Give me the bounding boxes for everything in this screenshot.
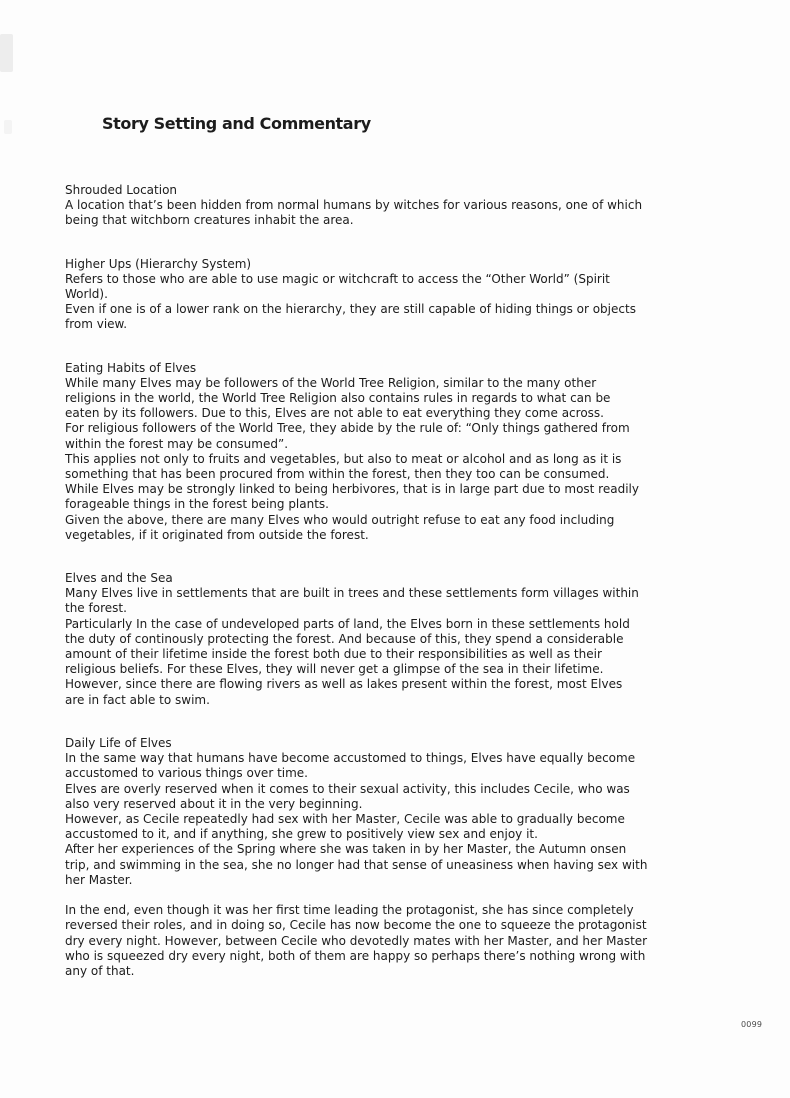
text-line: World). xyxy=(65,287,108,302)
text-line: her Master. xyxy=(65,872,133,887)
text-line: Given the above, there are many Elves who would outright refuse to eat any food including xyxy=(65,512,615,527)
section-shrouded-location xyxy=(65,183,745,229)
text-line: within the forest may be consumed”. xyxy=(65,436,289,451)
text-line: Refers to those who are able to use magic or witchcraft to access the “Other World” (Spirit xyxy=(65,271,610,286)
text-line: However, since there are flowing rivers as well as lakes present within the forest, most Elves xyxy=(65,677,623,692)
text-line: from view. xyxy=(65,317,128,332)
text-line: In the end, even though it was her first time leading the protagonist, she has since completely xyxy=(65,903,634,918)
text-line: the duty of continously protecting the forest. And because of this, they spend a considerable xyxy=(65,631,624,646)
section-heading: Elves and the Sea xyxy=(65,571,173,586)
text-line: who is squeezed dry every night, both of them are happy so perhaps there’s nothing wrong with xyxy=(65,948,646,963)
text-line: After her experiences of the Spring where she was taken in by her Master, the Autumn onsen xyxy=(65,842,627,857)
text-line: For religious followers of the World Tree, they abide by the rule of: “Only things gathered from xyxy=(65,421,630,436)
text-line: accustomed to it, and if anything, she grew to positively view sex and enjoy it. xyxy=(65,827,538,842)
text-line: the forest. xyxy=(65,601,127,616)
text-line: religions in the world, the World Tree Religion also contains rules in regards to what can be xyxy=(65,391,611,406)
text-line: reversed their roles, and in doing so, Cecile has now become the one to squeeze the protagonist xyxy=(65,918,647,933)
page-title: Story Setting and Commentary xyxy=(102,113,371,133)
section-elves-and-the-sea xyxy=(65,571,745,708)
text-line: This applies not only to fruits and vegetables, but also to meat or alcohol and as long as it is xyxy=(65,451,622,466)
section-eating-habits-of-elves xyxy=(65,361,745,543)
text-line: dry every night. However, between Cecile who devotedly mates with her Master, and her Master xyxy=(65,933,648,948)
section-heading: Shrouded Location xyxy=(65,183,178,197)
text-line: In the same way that humans have become accustomed to things, Elves have equally become xyxy=(65,751,636,766)
text-line: While many Elves may be followers of the World Tree Religion, similar to the many other xyxy=(65,375,597,390)
page-number: 0099 xyxy=(741,1020,763,1029)
scan-smudge-icon xyxy=(4,120,12,134)
text-line: A location that’s been hidden from normal humans by witches for various reasons, one of which xyxy=(65,198,643,213)
scan-smudge-icon xyxy=(0,34,13,72)
section-heading: Daily Life of Elves xyxy=(65,735,172,750)
commentary-sections xyxy=(65,183,745,1007)
blank-line xyxy=(65,888,745,903)
text-line: While Elves may be strongly linked to being herbivores, that is in large part due to most readily xyxy=(65,482,639,497)
text-line: also very reserved about it in the very beginning. xyxy=(65,796,363,811)
text-line: trip, and swimming in the sea, she no longer had that sense of uneasiness when having sex with xyxy=(65,857,648,872)
text-line: vegetables, if it originated from outside the forest. xyxy=(65,527,369,542)
text-line: forageable things in the forest being plants. xyxy=(65,497,329,512)
section-daily-life-of-elves xyxy=(65,736,745,979)
section-heading: Eating Habits of Elves xyxy=(65,360,197,375)
text-line: something that has been procured from within the forest, then they too can be consumed. xyxy=(65,467,610,482)
text-line: any of that. xyxy=(65,963,135,978)
text-line: Elves are overly reserved when it comes to their sexual activity, this includes Cecile, who was xyxy=(65,781,630,796)
text-line: are in fact able to swim. xyxy=(65,692,210,707)
text-line: being that witchborn creatures inhabit the area. xyxy=(65,213,354,228)
text-line: amount of their lifetime inside the forest both due to their responsibilities as well as their xyxy=(65,647,602,662)
text-line: religious beliefs. For these Elves, they will never get a glimpse of the sea in their lifetime. xyxy=(65,662,604,677)
text-line: accustomed to various things over time. xyxy=(65,766,308,781)
section-higher-ups-hierarchy-system xyxy=(65,257,745,333)
text-line: Many Elves live in settlements that are built in trees and these settlements form villages within xyxy=(65,586,639,601)
text-line: eaten by its followers. Due to this, Elves are not able to eat everything they come across. xyxy=(65,406,604,421)
text-line: However, as Cecile repeatedly had sex with her Master, Cecile was able to gradually become xyxy=(65,811,625,826)
text-line: Even if one is of a lower rank on the hierarchy, they are still capable of hiding things or objects xyxy=(65,302,636,317)
text-line: Particularly In the case of undeveloped parts of land, the Elves born in these settlements hold xyxy=(65,616,630,631)
section-heading: Higher Ups (Hierarchy System) xyxy=(65,256,252,271)
